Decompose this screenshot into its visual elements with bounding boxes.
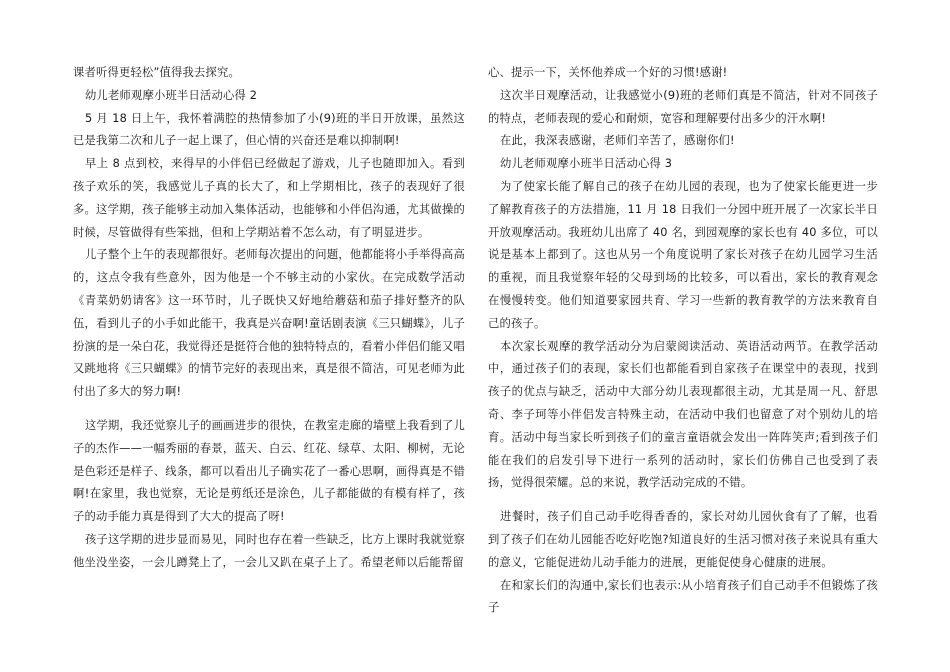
paragraph: 心、提示一下，关怀他养成一个好的习惯!感谢! (488, 66, 728, 79)
section-heading: 幼儿老师观摩小班半日活动心得 2 (85, 88, 258, 102)
paragraph: 在和家长们的沟通中,家长们也表示:从小培育孩子们自己动手不但锻炼了孩子 (488, 578, 878, 615)
paragraph: 这学期，我还觉察儿子的画画进步的很快，在教室走廊的墙壁上我看到了儿子的杰作——一幅秀丽的春景，蓝天、白云、红花、绿草、太阳、柳树，无论是色彩还是样子、线条，都可以看出儿子确实花了一番心思啊，画得真是不错啊!在家里，我也觉察，无论是剪纸还是涂色，儿子都能做的有模有样了，孩子的动手能力真是得到了大大的提高了呀! (73, 418, 465, 524)
paragraph: 儿子整个上午的表现都很好。老师每次提出的问题，他都能将小手举得高高的，这点令我有些意外，因为他是一个不够主动的小家伙。在完成数学活动《青菜奶奶请客》这一环节时，儿子既快又好地给蘑菇和茄子排好整齐的队伍，看到儿子的小手如此能干，我真是兴奋啊!童话剧表演《三只蝴蝶》，儿子扮演的是一朵白花，我觉得还是挺符合他的独特特点的，看着小伴侣们能又唱又跳地将《三只蝴蝶》的情节完好的表现出来，真是很不简洁，可见老师为此付出了多大的努力啊! (73, 248, 465, 399)
section-heading: 幼儿老师观摩小班半日活动心得 3 (500, 157, 673, 171)
paragraph: 早上 8 点到校，来得早的小伴侣已经做起了游戏，儿子也随即加入。看到孩子欢乐的笑，我感觉儿子真的长大了，和上学期相比，孩子的表现好了很多。这学期，孩子能够主动加入集体活动，也能够和小伴侣沟通，尤其做操的时候，尽管做得有些笨拙，但和上学期站着不怎么动，有了明显进步。 (73, 157, 465, 239)
left-column (73, 62, 465, 575)
paragraph: 进餐时，孩子们自己动手吃得香香的，家长对幼儿园伙食有了了解，也看到了孩子们在幼儿园能否吃好吃饱?知道良好的生活习惯对孩子来说具有重大的意义，它能促进幼儿动手能力的进展，更能促使身心健康的进展。 (488, 510, 878, 569)
paragraph: 5 月 18 日上午，我怀着满腔的热情参加了小(9)班的半日开放课，虽然这已是我第二次和儿子一起上课了，但心情的兴奋还是难以抑制啊! (73, 111, 465, 148)
paragraph: 这次半日观摩活动，让我感觉小(9)班的老师们真是不简洁，针对不同孩子的特点，老师表现的爱心和耐烦，宽容和理解要付出多少的汗水啊! (488, 88, 878, 125)
right-column (488, 62, 878, 620)
paragraph: 为了使家长能了解自己的孩子在幼儿园的表现，也为了使家长能更进一步了解教育孩子的方法措施，11 月 18 日我们一分园中班开展了一次家长半日开放观摩活动。我班幼儿出席了 40 名，到园观摩的家长也有 40 多位，可以说是基本上都到了。这也从另一个角度说明了家长对孩子在幼儿园学习生活的重视，而且我觉察年轻的父母到场的比较多，可以看出，家长的教育观念在慢慢转变。他们知道要家园共育、学习一些新的教育教学的方法来教育自己的孩子。 (488, 179, 878, 330)
paragraph: 本次家长观摩的教学活动分为启蒙阅读活动、英语活动两节。在教学活动中，通过孩子们的表现，家长们也都能看到自家孩子在课堂中的表现，找到孩子的优点与缺乏，活动中大部分幼儿表现都很主动，尤其是周一凡、舒思奇、李子珂等小伴侣发言特殊主动，在活动中我们也留意了对个别幼儿的培育。活动中每当家长听到孩子们的童言童语就会发出一阵阵笑声;看到孩子们能在我们的启发引导下进行一系列的活动时，家长们仿佛自己也受到了表扬，觉得很荣耀。总的来说，教学活动完成的不错。 (488, 339, 878, 490)
paragraph: 课者听得更轻松”值得我去探究。 (73, 66, 241, 79)
paragraph: 孩子这学期的进步显而易见，同时也存在着一些缺乏，比方上课时我就觉察他坐没坐姿，一会儿蹲凳上了，一会儿又趴在桌子上了。希望老师以后能帮留 (73, 532, 465, 569)
paragraph: 在此，我深表感谢，老师们辛苦了，感谢你们! (500, 134, 735, 148)
